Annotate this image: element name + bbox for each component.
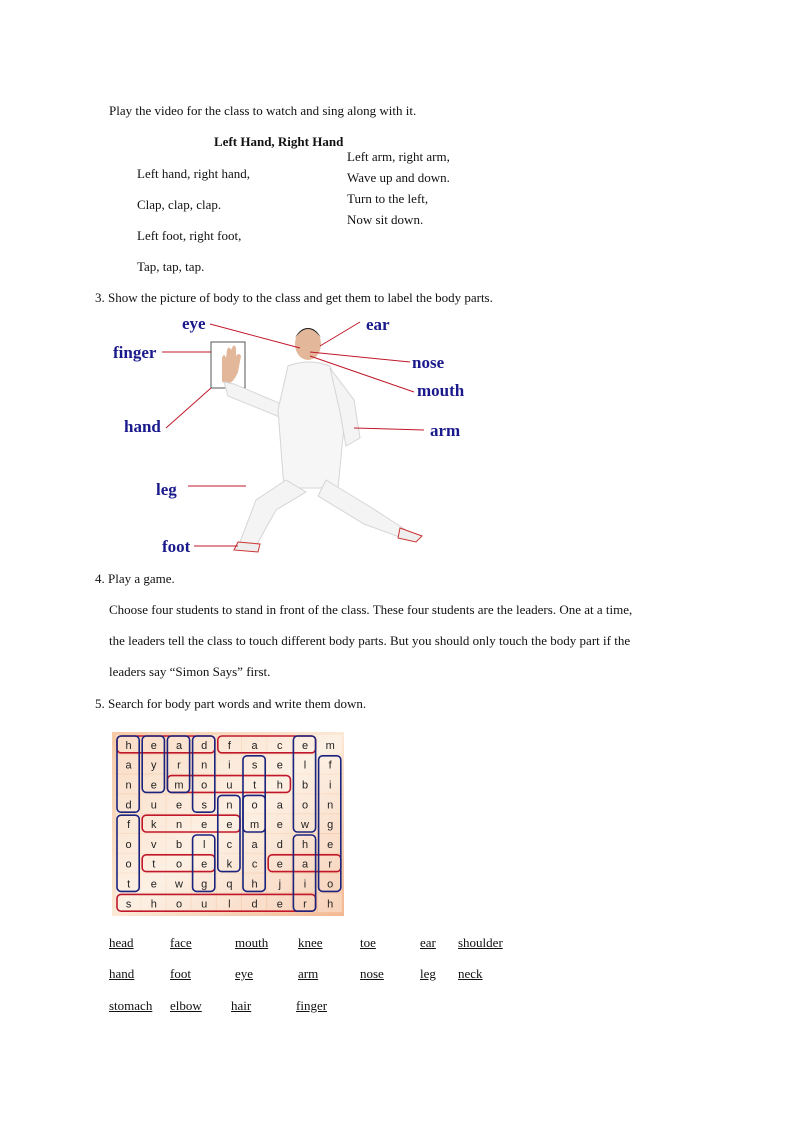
grid-letter: n [327, 799, 334, 812]
grid-letter: n [201, 759, 208, 772]
grid-letter: f [227, 739, 231, 752]
grid-letter: m [325, 739, 335, 752]
grid-letter: t [152, 858, 156, 871]
grid-letter: a [276, 799, 283, 812]
line-arm [354, 428, 424, 430]
grid-letter: a [301, 858, 309, 871]
grid-letter: b [301, 779, 309, 792]
raised-arm-shape [224, 382, 286, 418]
label-arm: arm [430, 421, 461, 440]
grid-letter: l [303, 759, 307, 772]
step3-text: 3. Show the picture of body to the class and get them to label the body parts. [95, 290, 493, 305]
grid-letter: n [175, 819, 183, 832]
hand-shape [222, 346, 241, 385]
step4-line-1: Choose four students to stand in front of the class. These four students are the leaders. One at a time, [109, 602, 633, 617]
grid-letter: t [127, 878, 131, 891]
grid-letter: g [201, 878, 208, 891]
grid-letter: e [226, 819, 233, 832]
grid-letter: e [201, 819, 208, 832]
song-line-left-3: Left foot, right foot, [137, 228, 242, 243]
grid-letter: h [251, 878, 258, 891]
grid-letter: k [151, 819, 157, 832]
grid-letter: o [125, 858, 132, 871]
grid-letter: u [226, 779, 233, 792]
answer-word: leg [420, 966, 436, 981]
song-line-right-4: Now sit down. [347, 212, 424, 227]
grid-letter: a [175, 739, 183, 752]
grid-letter: r [177, 759, 181, 772]
label-foot: foot [162, 537, 191, 556]
grid-letter: e [201, 858, 208, 871]
line-ear [320, 322, 360, 346]
answer-word: ear [420, 935, 436, 950]
label-leg: leg [156, 480, 177, 499]
grid-letter: o [201, 779, 208, 792]
grid-letter: c [226, 838, 233, 851]
song-line-right-1: Left arm, right arm, [347, 149, 450, 164]
grid-letter: e [276, 898, 283, 911]
body-parts-figure [110, 310, 480, 560]
grid-letter: c [277, 739, 283, 752]
grid-letter: e [150, 779, 157, 792]
grid-letter: o [175, 858, 183, 871]
answer-word: knee [298, 935, 323, 950]
word-search-svg [112, 732, 344, 916]
grid-letter: f [328, 759, 332, 772]
song-line-left-4: Tap, tap, tap. [137, 259, 205, 274]
grid-letter: i [328, 779, 332, 792]
grid-letter: k [226, 858, 233, 871]
grid-letter: i [228, 759, 231, 772]
step4-line-3: leaders say “Simon Says” first. [109, 664, 271, 679]
grid-letter: e [301, 739, 309, 752]
step4-heading: 4. Play a game. [95, 571, 175, 586]
answer-word: arm [298, 966, 319, 981]
grid-letter: f [127, 819, 131, 832]
song-line-left-1: Left hand, right hand, [137, 166, 250, 181]
grid-letter: e [276, 858, 283, 871]
right-leg-shape [318, 480, 406, 538]
grid-letter: e [150, 878, 157, 891]
answer-word: finger [296, 998, 328, 1013]
grid-letter: m [174, 779, 184, 792]
grid-letter: n [226, 799, 233, 812]
grid-letter: o [327, 878, 334, 891]
grid-letter: a [251, 739, 258, 752]
grid-letter: e [327, 838, 334, 851]
answer-word: elbow [170, 998, 202, 1013]
grid-letter: e [150, 739, 157, 752]
answer-word: foot [170, 966, 191, 981]
answer-word: toe [360, 935, 376, 950]
intro-text: Play the video for the class to watch and sing along with it. [109, 103, 417, 118]
grid-letter: e [276, 819, 283, 832]
grid-letter: e [175, 799, 183, 812]
step4-line-2: the leaders tell the class to touch different body parts. But you should only touch the body part if the [109, 633, 631, 648]
word-search-grid [112, 732, 344, 916]
grid-letter: u [150, 799, 157, 812]
step5-text: 5. Search for body part words and write them down. [95, 696, 367, 711]
grid-letter: g [327, 819, 334, 832]
grid-letter: r [328, 858, 333, 871]
grid-letter: u [201, 898, 208, 911]
grid-letter: q [226, 878, 233, 891]
grid-letter: y [151, 759, 157, 772]
answer-word: shoulder [458, 935, 503, 950]
grid-letter: h [125, 739, 132, 752]
grid-letter: a [251, 838, 258, 851]
left-shoe [234, 542, 260, 552]
grid-letter: s [125, 898, 132, 911]
label-nose: nose [412, 353, 445, 372]
grid-letter: j [278, 878, 282, 891]
answer-word: eye [235, 966, 254, 981]
grid-letter: d [125, 799, 132, 812]
grid-letter: i [303, 878, 307, 891]
song-title: Left Hand, Right Hand [214, 134, 344, 149]
song-line-right-3: Turn to the left, [347, 191, 429, 206]
grid-letter: r [303, 898, 307, 911]
grid-letter: a [125, 759, 132, 772]
grid-letter: h [301, 838, 309, 851]
grid-letter: b [175, 838, 183, 851]
grid-letter: o [301, 799, 309, 812]
grid-letter: o [125, 838, 132, 851]
label-eye: eye [182, 314, 206, 333]
answer-word: hand [109, 966, 135, 981]
answer-word: mouth [235, 935, 269, 950]
grid-letter: o [251, 799, 258, 812]
grid-letter: h [327, 898, 334, 911]
grid-letter: d [251, 898, 258, 911]
grid-letter: n [125, 779, 132, 792]
body-figure-illustration [110, 310, 480, 560]
line-hand [166, 388, 211, 428]
grid-letter: v [151, 838, 157, 851]
label-hand: hand [124, 417, 161, 436]
grid-letter: o [175, 898, 183, 911]
line-eye [210, 324, 300, 348]
answer-word: head [109, 935, 134, 950]
grid-letter: l [202, 838, 206, 851]
answer-word: face [170, 935, 192, 950]
grid-letter: h [150, 898, 157, 911]
label-mouth: mouth [417, 381, 465, 400]
grid-letter: h [276, 779, 283, 792]
label-ear: ear [366, 315, 390, 334]
answer-word: stomach [109, 998, 153, 1013]
line-nose [310, 352, 410, 362]
grid-letter: m [250, 819, 260, 832]
grid-letter: s [201, 799, 207, 812]
answer-word: hair [231, 998, 252, 1013]
grid-letter: e [276, 759, 283, 772]
song-line-right-2: Wave up and down. [347, 170, 450, 185]
grid-letter: l [228, 898, 231, 911]
answer-word: neck [458, 966, 483, 981]
grid-letter: c [251, 858, 258, 871]
answer-word: nose [360, 966, 384, 981]
grid-letter: s [251, 759, 258, 772]
grid-letter: w [175, 878, 183, 891]
label-finger: finger [113, 343, 157, 362]
grid-letter: t [253, 779, 257, 792]
grid-letter: w [301, 819, 309, 832]
grid-letter: d [201, 739, 208, 752]
song-line-left-2: Clap, clap, clap. [137, 197, 222, 212]
left-leg-shape [240, 480, 306, 546]
right-shoe [398, 528, 422, 542]
grid-letter: d [276, 838, 283, 851]
